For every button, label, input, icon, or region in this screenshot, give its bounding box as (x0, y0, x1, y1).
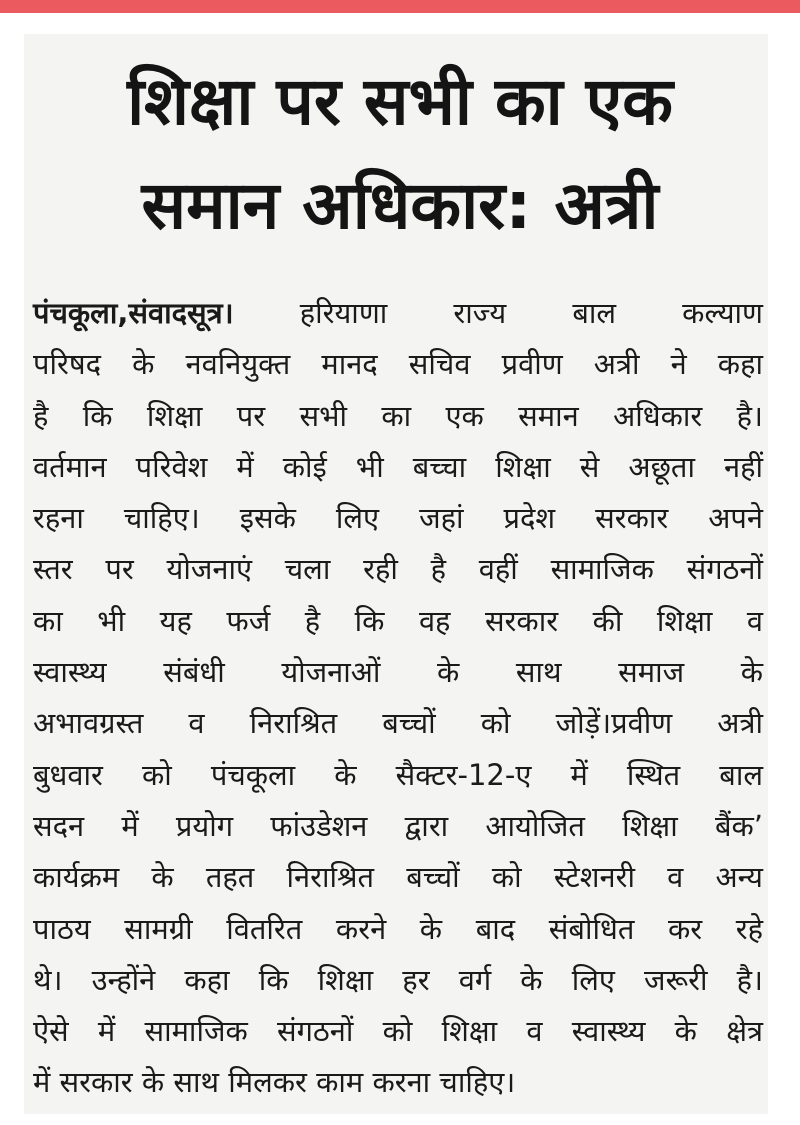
article-line: कार्यक्रम के तहत निराश्रित बच्चों को स्टेशनरी व अन्य (33, 860, 763, 895)
article-line: स्वास्थ्य संबंधी योजनाओं के साथ समाज के (33, 655, 763, 690)
article-line: बुधवार को पंचकूला के सैक्टर-12-ए में स्थित बाल (33, 757, 763, 792)
article-line (33, 288, 763, 339)
article-line: का भी यह फर्ज है कि वह सरकार की शिक्षा व (33, 603, 763, 638)
headline (48, 50, 752, 258)
headline-line-1: शिक्षा पर सभी का एक (127, 63, 673, 140)
dateline: पंचकूला,संवादसूत्र। (33, 296, 234, 330)
article-line-text: हरियाणा राज्य बाल कल्याण (299, 296, 763, 330)
article-body (33, 288, 763, 1109)
article-line: पाठय सामग्री वितरित करने के बाद संबोधित कर रहे (33, 911, 763, 946)
article-line: वर्तमान परिवेश में कोई भी बच्चा शिक्षा से अछूता नहीं (33, 449, 763, 484)
article-line: थे। उन्होंने कहा कि शिक्षा हर वर्ग के लिए जरूरी है। (33, 962, 763, 997)
article-line: ऐसे में सामाजिक संगठनों को शिक्षा व स्वास्थ्य के क्षेत्र (33, 1014, 763, 1049)
article-line: में सरकार के साथ मिलकर काम करना चाहिए। (33, 1065, 516, 1100)
article-line: अभावग्रस्त व निराश्रित बच्चों को जोड़ें।प्रवीण अत्री (33, 706, 763, 741)
article-line: रहना चाहिए। इसके लिए जहां प्रदेश सरकार अपने (33, 501, 763, 536)
article-line: परिषद के नवनियुक्त मानद सचिव प्रवीण अत्री ने कहा (33, 347, 763, 382)
headline-line-2: समान अधिकार: अत्री (141, 167, 659, 244)
article-line: है कि शिक्षा पर सभी का एक समान अधिकार है। (33, 398, 763, 433)
top-accent-bar (0, 0, 800, 13)
article-line: सदन में प्रयोग फांउडेशन द्वारा आयोजित शिक्षा बैंक’ (33, 808, 763, 843)
article-line: स्तर पर योजनाएं चला रही है वहीं सामाजिक संगठनों (33, 552, 763, 587)
